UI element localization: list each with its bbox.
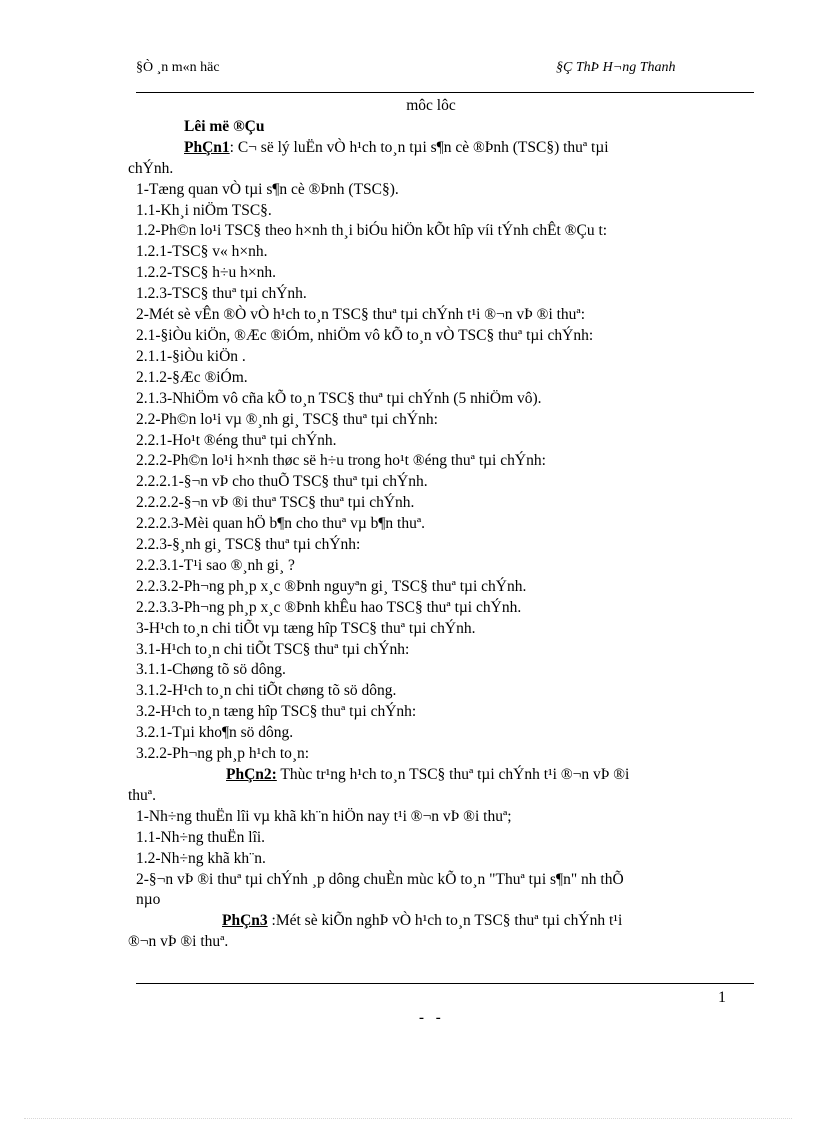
toc-entry: 2.2.3.2-Ph¬ng ph¸p x¸c ®Þnh nguyªn gi¸ TSC§ thuª tµi chÝnh. [136, 577, 527, 595]
part3-continuation: ®¬n vÞ ®i thuª. [128, 933, 229, 951]
toc-entry: 1.1-Kh¸i niÖm TSC§. [136, 201, 272, 219]
toc-entry: 2.2-Ph©n lo¹i vµ ®¸nh gi¸ TSC§ thuª tµi chÝnh: [136, 410, 438, 428]
toc-entry: 3-H¹ch to¸n chi tiÕt vµ tæng hîp TSC§ thuª tµi chÝnh. [136, 619, 476, 637]
toc-entry: 2.2.3-§¸nh gi¸ TSC§ thuª tµi chÝnh: [136, 536, 361, 554]
toc-part1 [128, 138, 760, 159]
toc-entry: 3.1.2-H¹ch to¸n chi tiÕt chøng tõ sö dông. [136, 682, 397, 700]
toc-entry: 1.2.1-TSC§ v« h×nh. [136, 243, 268, 261]
toc-entry: 1-Tæng quan vÒ tµi s¶n cè ®Þnh (TSC§). [136, 180, 399, 198]
page-number: 1 [718, 989, 726, 1006]
toc-entry: 1.2-Nh÷ng khã kh¨n. [136, 849, 266, 867]
toc-entry: 2.2.3.3-Ph¬ng ph¸p x¸c ®Þnh khÊu hao TSC§ thuª tµi chÝnh. [136, 598, 522, 616]
toc-entry: 2.2.3.1-T¹i sao ®¸nh gi¸ ? [136, 556, 295, 574]
toc-entry: 2.2.2.3-Mèi quan hÖ b¶n cho thuª vµ b¶n thuª. [136, 515, 425, 533]
part2-label: PhÇn2: [226, 766, 277, 783]
toc-entry: 2.2.2.1-§¬n vÞ cho thuÕ TSC§ thuª tµi chÝnh. [136, 473, 428, 491]
toc-entry: 2.2.1-Ho¹t ®éng thuª tµi chÝnh. [136, 431, 337, 449]
toc-part3 [128, 911, 760, 932]
toc-part2 [128, 765, 760, 786]
toc-entry: 3.2-H¹ch to¸n tæng hîp TSC§ thuª tµi chÝnh: [136, 703, 417, 721]
part3-label: PhÇn3 [222, 912, 268, 930]
header-subject: §Ò ¸n m«n häc [136, 60, 220, 75]
toc-entry: 3.2.1-Tµi kho¶n sö dông. [136, 724, 294, 742]
toc-entry: 3.1-H¹ch to¸n chi tiÕt TSC§ thuª tµi chÝnh: [136, 640, 410, 658]
toc-entry: 2-Mét sè vÊn ®Ò vÒ h¹ch to¸n TSC§ thuª tµi chÝnh t¹i ®¬n vÞ ®i thuª: [136, 306, 586, 324]
items-b-continuation: nµo [136, 891, 161, 909]
header-author: §Ç ThÞ H¬ng Thanh [556, 60, 676, 75]
toc-entry: 2.2.2-Ph©n lo¹i h×nh thøc së h÷u trong ho¹t ®éng thuª tµi chÝnh: [136, 452, 546, 470]
part1-label: PhÇn1 [184, 138, 230, 156]
toc-items-part2 [128, 807, 760, 891]
toc-items-part1 [128, 180, 760, 765]
part2-continuation: thuª. [128, 786, 156, 804]
part3-text: :Mét sè kiÕn nghÞ vÒ h¹ch to¸n TSC§ thuª tµi chÝnh t¹i [267, 912, 623, 930]
table-of-contents [128, 96, 760, 953]
toc-entry: 2.1.1-§iÒu kiÖn . [136, 347, 246, 365]
toc-entry: 1.2-Ph©n lo¹i TSC§ theo h×nh th¸i biÓu hiÖn kÕt hîp víi tÝnh chÊt ®Çu t: [136, 222, 608, 240]
toc-entry: 2-§¬n vÞ ®i thuª tµi chÝnh ¸p dông chuÈn mùc kÕ to¸n "Thuª tµi s¶n" nh thÕ [136, 870, 624, 888]
footer-mark: - - [419, 1010, 445, 1026]
toc-entry: 2.1.3-NhiÖm vô cña kÕ to¸n TSC§ thuª tµi chÝnh (5 nhiÖm vô). [136, 389, 542, 407]
part1-continuation: chÝnh. [128, 159, 174, 177]
toc-entry: 1.2.2-TSC§ h÷u h×nh. [136, 264, 276, 282]
toc-title: môc lôc [406, 97, 456, 114]
toc-entry: 2.1.2-§Æc ®iÓm. [136, 368, 248, 386]
part2-text: Thùc tr¹ng h¹ch to¸n TSC§ thuª tµi chÝnh t¹i ®¬n vÞ ®i [276, 766, 630, 783]
toc-intro: Lêi më ®Çu [184, 117, 265, 135]
toc-entry: 3.1.1-Chøng tõ sö dông. [136, 661, 286, 679]
footer-rule [136, 983, 754, 984]
toc-entry: 1-Nh÷ng thuËn lîi vµ khã kh¨n hiÖn nay t¹i ®¬n vÞ ®i thuª; [136, 807, 512, 825]
toc-entry: 3.2.2-Ph¬ng ph¸p h¹ch to¸n: [136, 745, 310, 763]
header-rule [136, 92, 754, 93]
part1-text: : C¬ së lý luËn vÒ h¹ch to¸n tµi s¶n cè ®Þnh (TSC§) thuª tµi [229, 138, 609, 156]
toc-entry: 2.2.2.2-§¬n vÞ ®i thuª TSC§ thuª tµi chÝnh. [136, 494, 415, 512]
toc-entry: 1.2.3-TSC§ thuª tµi chÝnh. [136, 285, 307, 303]
page-edge-dotted-line [24, 1118, 792, 1119]
toc-entry: 2.1-§iÒu kiÖn, ®Æc ®iÓm, nhiÖm vô kÕ to¸n vÒ TSC§ thuª tµi chÝnh: [136, 326, 594, 344]
toc-entry: 1.1-Nh÷ng thuËn lîi. [136, 828, 266, 846]
